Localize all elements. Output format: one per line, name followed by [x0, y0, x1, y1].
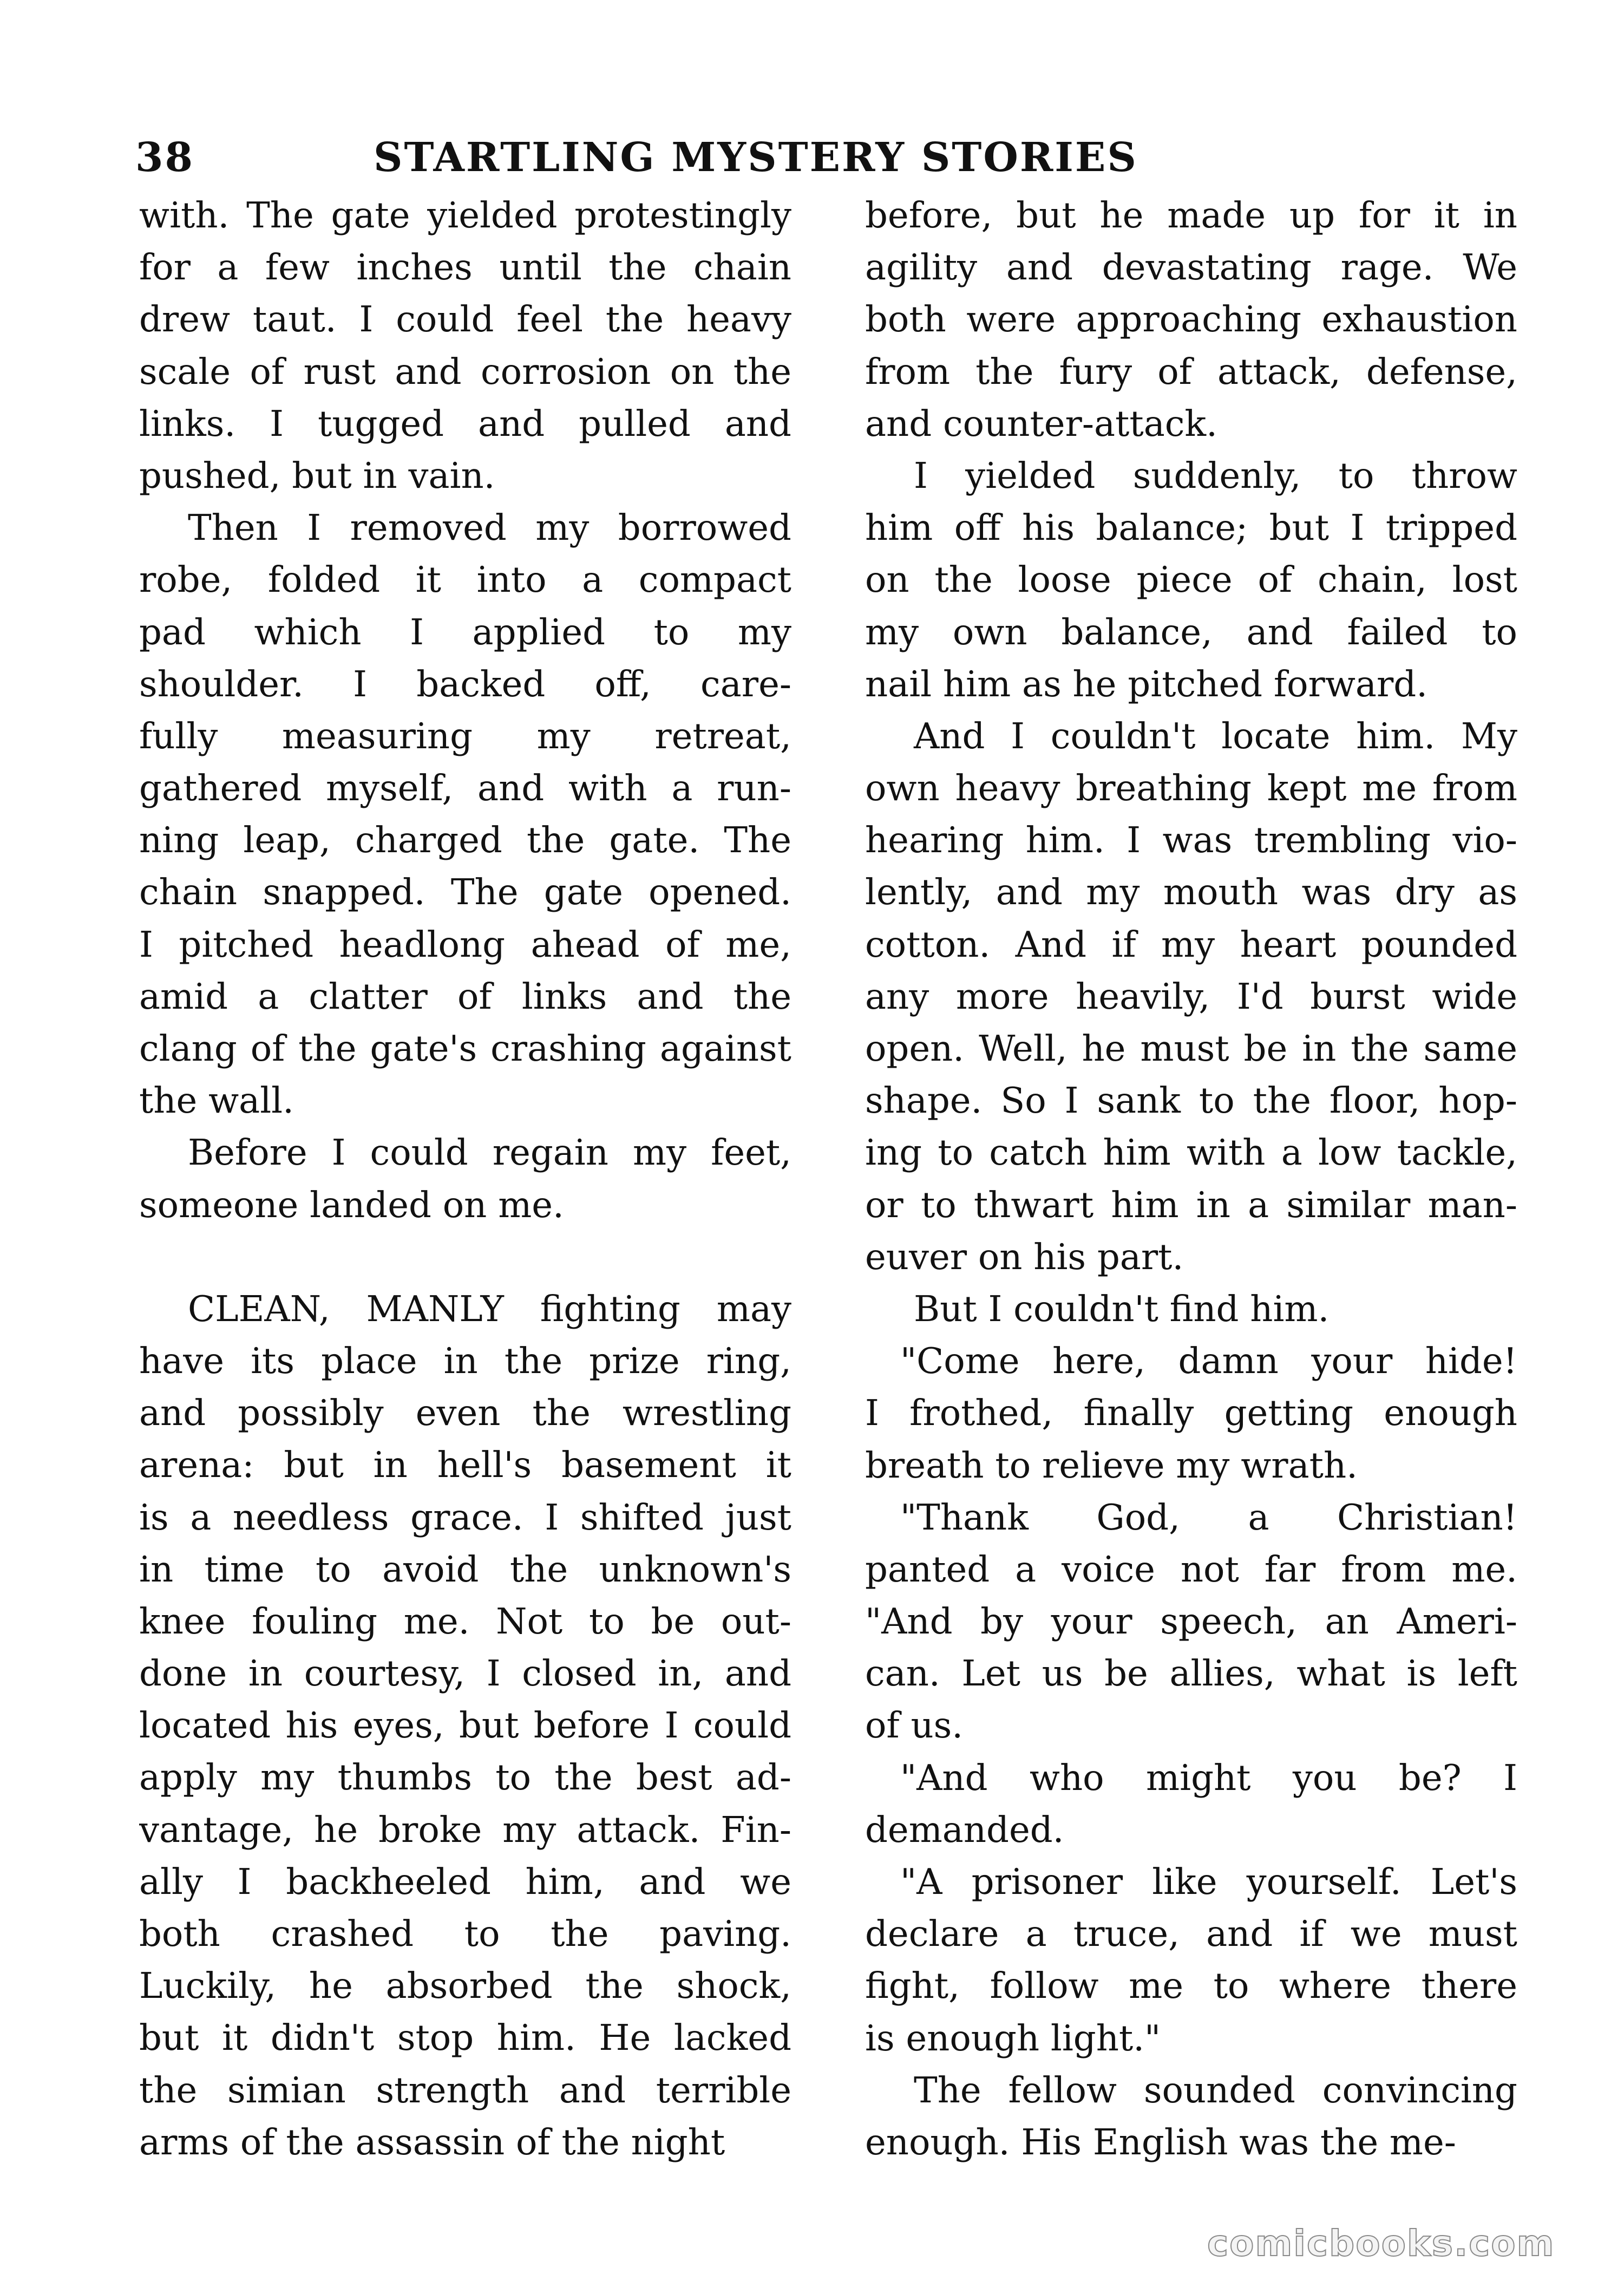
- text-line: open. Well, he must be in the same: [865, 1028, 1517, 1069]
- text-line: the simian strength and terrible: [139, 2069, 791, 2111]
- text-line: Luckily, he absorbed the shock,: [139, 1965, 791, 2007]
- paragraph: [865, 1492, 1517, 1752]
- text-line: pad which I applied to my: [139, 611, 791, 653]
- paragraph: [865, 190, 1517, 450]
- text-line: links. I tugged and pulled and: [139, 403, 791, 445]
- paragraph: [865, 1752, 1517, 1856]
- paragraph: [139, 190, 791, 502]
- text-line: but it didn't stop him. He lacked: [139, 2017, 791, 2059]
- text-line: fully measuring my retreat,: [139, 715, 791, 757]
- page-header: [135, 134, 1521, 194]
- text-line: agility and devastating rage. We: [865, 247, 1517, 289]
- text-line: demanded.: [865, 1809, 1064, 1851]
- text-line: Then I removed my borrowed: [188, 507, 791, 549]
- text-line: have its place in the prize ring,: [139, 1340, 791, 1382]
- text-line: "And by your speech, an Ameri-: [865, 1601, 1517, 1643]
- text-line: "And who might you be? I: [900, 1757, 1517, 1799]
- text-line: nail him as he pitched forward.: [865, 663, 1428, 705]
- text-line: both crashed to the paving.: [139, 1913, 791, 1955]
- text-line: CLEAN, MANLY fighting may: [188, 1288, 791, 1330]
- text-line: the wall.: [139, 1080, 294, 1122]
- text-line: shape. So I sank to the floor, hop-: [865, 1080, 1517, 1122]
- paragraph: [865, 710, 1517, 1283]
- text-line: clang of the gate's crashing against: [139, 1028, 791, 1069]
- text-line: robe, folded it into a compact: [139, 559, 791, 601]
- text-line: The fellow sounded convincing: [914, 2069, 1517, 2111]
- text-line: panted a voice not far from me.: [865, 1548, 1517, 1590]
- text-line: for a few inches until the chain: [139, 247, 791, 289]
- text-line: "A prisoner like yourself. Let's: [900, 1861, 1517, 1903]
- text-line: declare a truce, and if we must: [865, 1913, 1517, 1955]
- left-text-column: [139, 190, 791, 2177]
- running-title: STARTLING MYSTERY STORIES: [374, 134, 1138, 181]
- text-line: both were approaching exhaustion: [865, 299, 1517, 341]
- paragraph: [139, 1283, 791, 2168]
- text-line: enough. His English was the me-: [865, 2121, 1456, 2163]
- paragraph: [865, 1283, 1517, 1335]
- text-line: is a needless grace. I shifted just: [139, 1497, 791, 1538]
- text-line: hearing him. I was trembling vio-: [865, 820, 1517, 861]
- text-line: And I couldn't locate him. My: [914, 715, 1517, 757]
- text-line: ally I backheeled him, and we: [139, 1861, 791, 1903]
- text-line: own heavy breathing kept me from: [865, 768, 1517, 809]
- text-line: him off his balance; but I tripped: [865, 507, 1517, 549]
- text-line: amid a clatter of links and the: [139, 976, 791, 1017]
- text-line: arms of the assassin of the night: [139, 2121, 725, 2163]
- text-line: euver on his part.: [865, 1236, 1184, 1278]
- text-line: arena: but in hell's basement it: [139, 1445, 791, 1486]
- text-line: ing to catch him with a low tackle,: [865, 1132, 1517, 1174]
- text-line: before, but he made up for it in: [865, 195, 1517, 236]
- text-line: on the loose piece of chain, lost: [865, 559, 1517, 601]
- text-line: and possibly even the wrestling: [139, 1393, 791, 1434]
- text-line: or to thwart him in a similar man-: [865, 1184, 1517, 1226]
- text-line: and counter-attack.: [865, 403, 1217, 445]
- text-line: lently, and my mouth was dry as: [865, 872, 1517, 913]
- text-line: I pitched headlong ahead of me,: [139, 924, 791, 965]
- paragraph: [865, 1856, 1517, 2064]
- text-line: in time to avoid the unknown's: [139, 1548, 791, 1590]
- text-line: I yielded suddenly, to throw: [914, 455, 1517, 496]
- text-line: "Come here, damn your hide!: [900, 1341, 1517, 1382]
- paragraph: [865, 1335, 1517, 1492]
- text-line: drew taut. I could feel the heavy: [139, 299, 791, 341]
- text-line: But I couldn't find him.: [914, 1288, 1330, 1330]
- text-line: my own balance, and failed to: [865, 611, 1517, 653]
- text-line: gathered myself, and with a run-: [139, 768, 791, 809]
- section-break: [139, 1231, 791, 1283]
- text-line: cotton. And if my heart pounded: [865, 924, 1517, 965]
- right-text-column: [865, 190, 1517, 2177]
- text-line: of us.: [865, 1705, 964, 1747]
- text-line: ning leap, charged the gate. The: [139, 820, 791, 861]
- text-line: knee fouling me. Not to be out-: [139, 1600, 791, 1642]
- paragraph: [139, 502, 791, 1127]
- text-line: scale of rust and corrosion on the: [139, 351, 791, 393]
- text-line: pushed, but in vain.: [139, 455, 495, 496]
- text-line: "Thank God, a Christian!: [900, 1497, 1517, 1538]
- text-line: chain snapped. The gate opened.: [139, 872, 791, 913]
- text-line: apply my thumbs to the best ad-: [139, 1757, 791, 1799]
- text-line: any more heavily, I'd burst wide: [865, 976, 1517, 1017]
- paragraph: [865, 2064, 1517, 2168]
- watermark: comicbooks.com: [1207, 2223, 1555, 2264]
- text-line: can. Let us be allies, what is left: [865, 1653, 1517, 1695]
- text-line: Before I could regain my feet,: [188, 1132, 791, 1174]
- text-line: with. The gate yielded protestingly: [139, 195, 791, 236]
- paragraph: [865, 450, 1517, 710]
- text-line: located his eyes, but before I could: [139, 1705, 791, 1747]
- text-line: from the fury of attack, defense,: [865, 351, 1517, 393]
- text-line: I frothed, finally getting enough: [865, 1393, 1517, 1434]
- page-number: 38: [135, 134, 194, 181]
- text-line: breath to relieve my wrath.: [865, 1445, 1358, 1486]
- text-line: fight, follow me to where there: [865, 1965, 1517, 2007]
- text-line: vantage, he broke my attack. Fin-: [139, 1809, 791, 1851]
- text-line: shoulder. I backed off, care-: [139, 663, 791, 705]
- text-line: done in courtesy, I closed in, and: [139, 1653, 791, 1695]
- paragraph: [139, 1127, 791, 1231]
- text-line: someone landed on me.: [139, 1184, 564, 1226]
- text-line: is enough light.": [865, 2017, 1161, 2059]
